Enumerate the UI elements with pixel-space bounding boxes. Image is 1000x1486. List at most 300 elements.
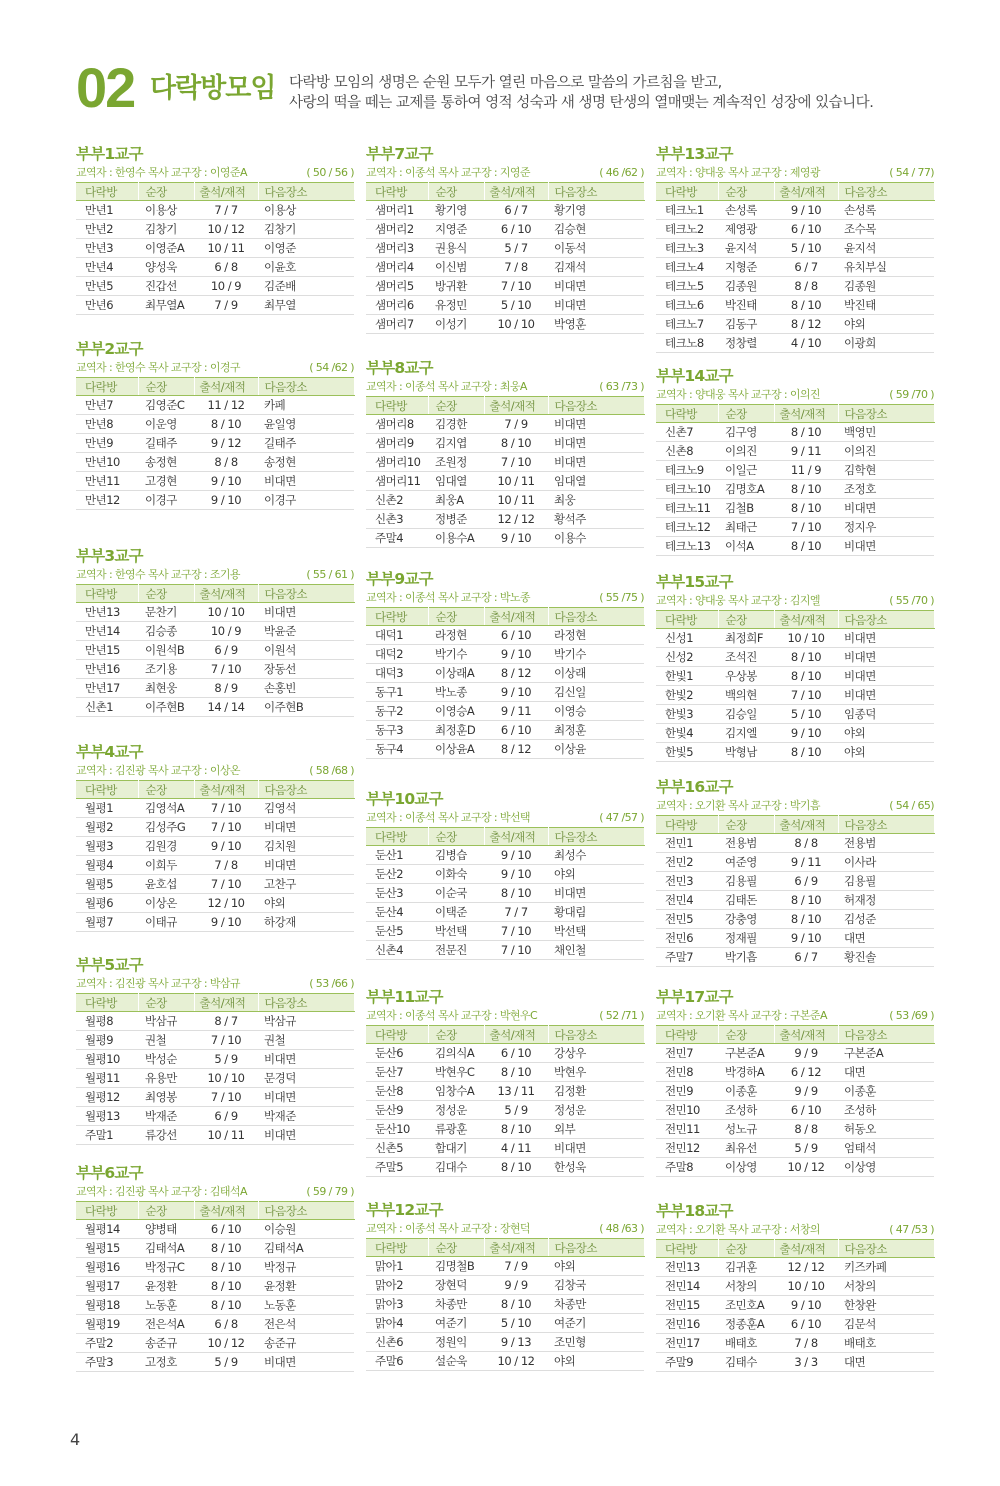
leader-name: 함대기 (428, 1139, 484, 1158)
district-title: 부부11교구 (366, 988, 443, 1006)
district-title: 부부4교구 (76, 743, 143, 761)
room-name: 월평7 (76, 913, 138, 932)
leader-name: 박현우C (428, 1063, 484, 1082)
leader-name: 김용필 (718, 872, 774, 891)
next-location: 이광희 (838, 334, 934, 353)
room-name: 테크노1 (656, 201, 718, 220)
leader-name: 이화숙 (428, 865, 484, 884)
room-name: 주말2 (76, 1334, 138, 1353)
column-header: 순장 (718, 1240, 774, 1258)
next-location: 백영민 (838, 423, 934, 442)
attendance: 8 / 7 (194, 1012, 258, 1031)
attendance: 7 / 9 (484, 1257, 548, 1276)
table-row (656, 929, 934, 948)
room-name: 전민4 (656, 891, 718, 910)
next-location: 이상윤 (548, 740, 644, 759)
attendance: 8 / 8 (774, 1120, 838, 1139)
attendance: 6 / 9 (774, 872, 838, 891)
attendance: 6 / 7 (484, 201, 548, 220)
next-location: 조민형 (548, 1333, 644, 1352)
leader-name: 박형남 (718, 743, 774, 762)
district-table (366, 827, 645, 960)
next-location: 조정호 (838, 480, 934, 499)
attendance: 9 / 10 (484, 865, 548, 884)
attendance: 9 / 10 (484, 529, 548, 548)
room-name: 전민1 (656, 834, 718, 853)
next-location: 박현우 (548, 1063, 644, 1082)
column-header: 다음장소 (548, 183, 644, 201)
next-location: 박윤준 (258, 622, 354, 641)
district-table (656, 1025, 935, 1177)
leader-name: 김병습 (428, 846, 484, 865)
leader-name: 조민호A (718, 1296, 774, 1315)
table-row (366, 239, 644, 258)
attendance: 5 / 9 (774, 1139, 838, 1158)
next-location: 박영훈 (548, 315, 644, 334)
column-header: 순장 (138, 994, 194, 1012)
column-header: 다락방 (366, 397, 428, 415)
room-name: 월평11 (76, 1069, 138, 1088)
next-location: 대면 (838, 929, 934, 948)
leader-name: 이경구 (138, 491, 194, 510)
table-header-row (76, 585, 354, 603)
table-row (366, 415, 644, 434)
attendance: 8 / 10 (194, 1296, 258, 1315)
room-name: 샘머리1 (366, 201, 428, 220)
room-name: 한빛2 (656, 686, 718, 705)
attendance: 4 / 11 (484, 1139, 548, 1158)
district-staff: 교역자 : 오기환 목사 교구장 : 박기흠 (656, 799, 820, 812)
attendance: 7 / 10 (484, 277, 548, 296)
attendance: 9 / 10 (194, 491, 258, 510)
district-table (366, 182, 645, 334)
next-location: 비대면 (548, 434, 644, 453)
room-name: 동구2 (366, 702, 428, 721)
room-name: 만년6 (76, 296, 138, 315)
column-header: 다음장소 (258, 378, 354, 396)
description-line-2: 사랑의 떡을 떼는 교제를 통하여 영적 성숙과 새 생명 탄생의 열매맺는 계속적인 성장에 있습니다. (289, 95, 874, 111)
column-header: 다락방 (76, 183, 138, 201)
leader-name: 이영준A (138, 239, 194, 258)
attendance: 7 / 9 (194, 296, 258, 315)
table-row (76, 856, 354, 875)
room-name: 신촌4 (366, 941, 428, 960)
attendance: 12 / 10 (194, 894, 258, 913)
room-name: 전민13 (656, 1258, 718, 1277)
district-block (366, 144, 644, 334)
leader-name: 박노종 (428, 683, 484, 702)
district-staff: 교역자 : 한영수 목사 교구장 : 조기용 (76, 568, 240, 581)
room-name: 대덕3 (366, 664, 428, 683)
district-staff: 교역자 : 이종석 목사 교구장 : 최웅A (366, 380, 527, 393)
next-location: 이상래 (548, 664, 644, 683)
district-count: ( 46 /62 ) (599, 166, 644, 179)
next-location: 송정현 (258, 453, 354, 472)
next-location: 야외 (838, 724, 934, 743)
next-location: 손성록 (838, 201, 934, 220)
attendance: 8 / 10 (484, 1120, 548, 1139)
next-location: 비대면 (548, 453, 644, 472)
column-header: 다락방 (656, 611, 718, 629)
leader-name: 김의식A (428, 1044, 484, 1063)
next-location: 황대림 (548, 903, 644, 922)
table-row (76, 799, 354, 818)
attendance: 7 / 8 (774, 1334, 838, 1353)
table-header-row (656, 405, 934, 423)
description-line-1: 다락방 모임의 생명은 순원 모두가 열린 마음으로 말씀의 가르침을 받고, (289, 75, 722, 91)
room-name: 테크노3 (656, 239, 718, 258)
leader-name: 최현웅 (138, 679, 194, 698)
room-name: 신촌1 (76, 698, 138, 717)
leader-name: 이순국 (428, 884, 484, 903)
room-name: 만년3 (76, 239, 138, 258)
table-header-row (366, 828, 644, 846)
leader-name: 최영봉 (138, 1088, 194, 1107)
column-header: 순장 (718, 816, 774, 834)
next-location: 하강재 (258, 913, 354, 932)
column-header: 출석/재적 (484, 828, 548, 846)
attendance: 8 / 10 (194, 1239, 258, 1258)
attendance: 8 / 10 (484, 884, 548, 903)
district-table (76, 377, 355, 510)
next-location: 비대면 (838, 648, 934, 667)
next-location: 비대면 (258, 1353, 354, 1372)
next-location: 비대면 (548, 884, 644, 903)
table-row (76, 1088, 354, 1107)
table-row (76, 1069, 354, 1088)
room-name: 신촌7 (656, 423, 718, 442)
attendance: 3 / 3 (774, 1353, 838, 1372)
column-header: 출석/재적 (194, 183, 258, 201)
district-info (656, 592, 934, 610)
district-count: ( 55 / 61 ) (306, 568, 354, 581)
table-header-row (656, 816, 934, 834)
leader-name: 최무열A (138, 296, 194, 315)
room-name: 테크노9 (656, 461, 718, 480)
leader-name: 김원경 (138, 837, 194, 856)
next-location: 비대면 (838, 499, 934, 518)
attendance: 6 / 10 (774, 1101, 838, 1120)
table-row (366, 1314, 644, 1333)
table-row (76, 201, 354, 220)
district-table (76, 780, 355, 932)
column-header: 다락방 (76, 1202, 138, 1220)
next-location: 권철 (258, 1031, 354, 1050)
district-block (366, 1200, 644, 1371)
room-name: 둔산5 (366, 922, 428, 941)
column-header: 출석/재적 (484, 1239, 548, 1257)
table-row (366, 702, 644, 721)
district-block (656, 144, 934, 353)
leader-name: 김영준C (138, 396, 194, 415)
table-row (656, 705, 934, 724)
table-header-row (76, 378, 354, 396)
room-name: 월평6 (76, 894, 138, 913)
next-location: 이원석 (258, 641, 354, 660)
room-name: 전민2 (656, 853, 718, 872)
leader-name: 이일근 (718, 461, 774, 480)
table-row (76, 296, 354, 315)
room-name: 샘머리8 (366, 415, 428, 434)
leader-name: 김동구 (718, 315, 774, 334)
room-name: 만년7 (76, 396, 138, 415)
table-header-row (366, 1026, 644, 1044)
column-header: 다락방 (366, 1026, 428, 1044)
column-header: 출석/재적 (774, 1026, 838, 1044)
table-header-row (656, 1026, 934, 1044)
table-row (656, 442, 934, 461)
next-location: 키즈카페 (838, 1258, 934, 1277)
next-location: 김용필 (838, 872, 934, 891)
district-count: ( 52 /71 ) (599, 1009, 644, 1022)
table-row (366, 453, 644, 472)
attendance: 6 / 10 (774, 1315, 838, 1334)
attendance: 8 / 10 (194, 1277, 258, 1296)
next-location: 라정현 (548, 626, 644, 645)
room-name: 만년9 (76, 434, 138, 453)
table-row (76, 1220, 354, 1239)
next-location: 엄태석 (838, 1139, 934, 1158)
table-row (366, 1101, 644, 1120)
leader-name: 차종만 (428, 1295, 484, 1314)
column-header: 순장 (428, 608, 484, 626)
leader-name: 김창기 (138, 220, 194, 239)
next-location: 비대면 (258, 1088, 354, 1107)
room-name: 테크노5 (656, 277, 718, 296)
attendance: 7 / 10 (484, 941, 548, 960)
district-title: 부부13교구 (656, 145, 733, 163)
district-count: ( 55 /70 ) (889, 594, 934, 607)
table-row (366, 1063, 644, 1082)
district-title: 부부16교구 (656, 778, 733, 796)
district-title: 부부17교구 (656, 988, 733, 1006)
next-location: 구본준A (838, 1044, 934, 1063)
next-location: 고찬구 (258, 875, 354, 894)
attendance: 7 / 10 (774, 518, 838, 537)
next-location: 박기수 (548, 645, 644, 664)
column-header: 다락방 (656, 1026, 718, 1044)
next-location: 윤정환 (258, 1277, 354, 1296)
table-row (366, 683, 644, 702)
table-row (76, 258, 354, 277)
column-header: 다음장소 (258, 781, 354, 799)
room-name: 전민17 (656, 1334, 718, 1353)
district-count: ( 47 /57 ) (599, 811, 644, 824)
room-name: 둔산10 (366, 1120, 428, 1139)
next-location: 유치부실 (838, 258, 934, 277)
leader-name: 김귀훈 (718, 1258, 774, 1277)
leader-name: 최웅A (428, 491, 484, 510)
district-info (656, 797, 934, 815)
attendance: 6 / 12 (774, 1063, 838, 1082)
attendance: 9 / 10 (774, 929, 838, 948)
district-table (366, 396, 645, 548)
room-name: 월평14 (76, 1220, 138, 1239)
room-name: 월평10 (76, 1050, 138, 1069)
attendance: 7 / 10 (484, 453, 548, 472)
table-row (366, 664, 644, 683)
leader-name: 성노규 (718, 1120, 774, 1139)
table-row (76, 622, 354, 641)
room-name: 주말7 (656, 948, 718, 967)
column-header: 다음장소 (838, 183, 934, 201)
room-name: 한빛3 (656, 705, 718, 724)
leader-name: 이용수A (428, 529, 484, 548)
attendance: 6 / 10 (484, 721, 548, 740)
leader-name: 라정현 (428, 626, 484, 645)
table-row (76, 239, 354, 258)
attendance: 7 / 10 (194, 1088, 258, 1107)
table-row (366, 1352, 644, 1371)
leader-name: 박진태 (718, 296, 774, 315)
table-row (76, 818, 354, 837)
attendance: 5 / 10 (774, 239, 838, 258)
next-location: 김성준 (838, 910, 934, 929)
table-row (656, 667, 934, 686)
district-staff: 교역자 : 오기환 목사 교구장 : 구본준A (656, 1009, 827, 1022)
attendance: 7 / 10 (194, 875, 258, 894)
table-row (76, 1353, 354, 1372)
column-header: 다음장소 (548, 1026, 644, 1044)
section-title: 다락방모임 (150, 73, 276, 104)
attendance: 6 / 9 (194, 641, 258, 660)
district-block (76, 546, 354, 717)
next-location: 김준배 (258, 277, 354, 296)
room-name: 대덕1 (366, 626, 428, 645)
next-location: 손홍빈 (258, 679, 354, 698)
district-block (76, 144, 354, 315)
next-location: 문경덕 (258, 1069, 354, 1088)
leader-name: 서창의 (718, 1277, 774, 1296)
attendance: 8 / 12 (484, 664, 548, 683)
table-row (76, 434, 354, 453)
attendance: 7 / 10 (484, 922, 548, 941)
room-name: 월평15 (76, 1239, 138, 1258)
district-table (76, 182, 355, 315)
column-header: 순장 (718, 405, 774, 423)
next-location: 김신일 (548, 683, 644, 702)
leader-name: 이희두 (138, 856, 194, 875)
leader-name: 조석진 (718, 648, 774, 667)
column-header: 출석/재적 (484, 608, 548, 626)
room-name: 월평2 (76, 818, 138, 837)
next-location: 정성운 (548, 1101, 644, 1120)
leader-name: 최유선 (718, 1139, 774, 1158)
leader-name: 윤정환 (138, 1277, 194, 1296)
column-header: 출석/재적 (484, 1026, 548, 1044)
district-count: ( 54 /62 ) (309, 361, 354, 374)
next-location: 박삼규 (258, 1012, 354, 1031)
table-row (656, 686, 934, 705)
next-location: 전용범 (838, 834, 934, 853)
next-location: 최정훈 (548, 721, 644, 740)
leader-name: 박삼규 (138, 1012, 194, 1031)
district-table (656, 1239, 935, 1372)
leader-name: 이신범 (428, 258, 484, 277)
table-row (656, 296, 934, 315)
next-location: 비대면 (258, 856, 354, 875)
room-name: 주말8 (656, 1158, 718, 1177)
leader-name: 박재준 (138, 1107, 194, 1126)
column-header: 다음장소 (838, 1240, 934, 1258)
attendance: 7 / 10 (774, 686, 838, 705)
table-row (656, 1158, 934, 1177)
district-info (656, 164, 934, 182)
leader-name: 윤지석 (718, 239, 774, 258)
leader-name: 고정호 (138, 1353, 194, 1372)
table-row (366, 740, 644, 759)
table-row (656, 1063, 934, 1082)
attendance: 9 / 10 (194, 837, 258, 856)
leader-name: 이상영 (718, 1158, 774, 1177)
attendance: 10 / 11 (194, 1126, 258, 1145)
room-name: 전민9 (656, 1082, 718, 1101)
room-name: 만년10 (76, 453, 138, 472)
room-name: 둔산1 (366, 846, 428, 865)
district-staff: 교역자 : 이종석 목사 교구장 : 박노종 (366, 591, 530, 604)
leader-name: 박기흠 (718, 948, 774, 967)
next-location: 이영준 (258, 239, 354, 258)
room-name: 주말4 (366, 529, 428, 548)
attendance: 7 / 9 (484, 415, 548, 434)
column-header: 다락방 (366, 183, 428, 201)
attendance: 9 / 10 (774, 201, 838, 220)
column-header: 순장 (428, 828, 484, 846)
room-name: 만년2 (76, 220, 138, 239)
attendance: 9 / 10 (194, 472, 258, 491)
next-location: 이상영 (838, 1158, 934, 1177)
leader-name: 손성록 (718, 201, 774, 220)
next-location: 야외 (838, 743, 934, 762)
district-title: 부부14교구 (656, 367, 733, 385)
next-location: 김학현 (838, 461, 934, 480)
table-row (656, 1296, 934, 1315)
district-title: 부부7교구 (366, 145, 433, 163)
leader-name: 이종훈 (718, 1082, 774, 1101)
district-staff: 교역자 : 김진광 목사 교구장 : 박삼규 (76, 977, 240, 990)
room-name: 테크노10 (656, 480, 718, 499)
room-name: 월평17 (76, 1277, 138, 1296)
table-header-row (76, 781, 354, 799)
table-row (366, 472, 644, 491)
table-row (656, 834, 934, 853)
next-location: 비대면 (258, 603, 354, 622)
leader-name: 조기용 (138, 660, 194, 679)
district-staff: 교역자 : 이종석 목사 교구장 : 박현우C (366, 1009, 538, 1022)
attendance: 5 / 7 (484, 239, 548, 258)
attendance: 9 / 10 (484, 645, 548, 664)
table-row (366, 626, 644, 645)
district-table (656, 182, 935, 353)
attendance: 10 / 10 (194, 1069, 258, 1088)
leader-name: 임대열 (428, 472, 484, 491)
table-row (76, 894, 354, 913)
column-header: 다락방 (76, 994, 138, 1012)
attendance: 9 / 11 (484, 702, 548, 721)
district-info (366, 1220, 644, 1238)
table-row (656, 277, 934, 296)
attendance: 6 / 10 (774, 220, 838, 239)
attendance: 9 / 11 (774, 853, 838, 872)
room-name: 둔산4 (366, 903, 428, 922)
attendance: 8 / 10 (484, 1063, 548, 1082)
district-title: 부부9교구 (366, 570, 433, 588)
attendance: 5 / 9 (484, 1101, 548, 1120)
table-row (656, 948, 934, 967)
leader-name: 방귀환 (428, 277, 484, 296)
room-name: 전민12 (656, 1139, 718, 1158)
district-table (656, 815, 935, 967)
